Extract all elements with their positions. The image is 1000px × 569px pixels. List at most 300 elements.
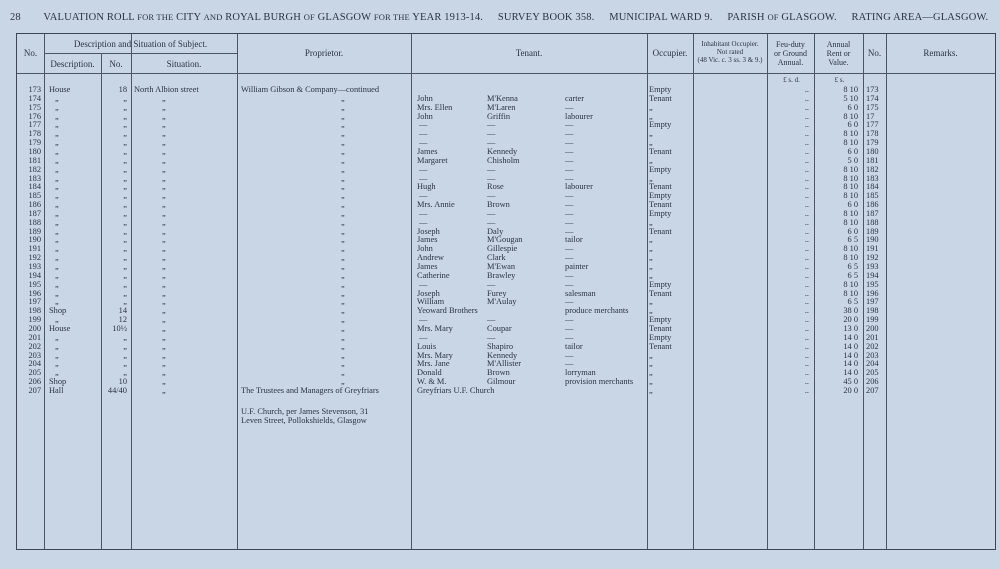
page-header — [10, 12, 990, 23]
cell-desc: „ — [55, 200, 59, 210]
cell-tf: — — [419, 120, 428, 130]
cell-occ: „ — [649, 377, 653, 387]
cell-sit: „ — [162, 129, 166, 139]
cell-desc: „ — [55, 279, 59, 289]
cell-ts: Brown — [487, 200, 510, 210]
cell-num: „ — [123, 288, 127, 298]
cell-tf: Hugh — [417, 182, 436, 192]
cell-feu: .. — [804, 173, 809, 183]
cell-num: „ — [123, 359, 127, 369]
cell-sit: „ — [162, 182, 166, 192]
cell-tf: Mrs. Annie — [417, 200, 455, 210]
cell-tt: tailor — [565, 235, 583, 245]
cell-desc: „ — [55, 182, 59, 192]
cell-tf: James — [417, 262, 438, 271]
title-part: OF — [303, 12, 315, 22]
cell-ts: — — [487, 332, 496, 342]
cell-num: „ — [123, 120, 127, 130]
cell-ts: Rose — [487, 182, 504, 192]
cell-no: 190 — [28, 235, 41, 245]
cell-feu: .. — [804, 217, 809, 227]
cell-prop: „ — [341, 200, 345, 210]
cell-prop: „ — [341, 341, 345, 351]
cell-feu: .. — [804, 120, 809, 130]
cell-tt: — — [565, 129, 574, 139]
cell-ts: Furey — [487, 288, 507, 298]
cell-occ: „ — [649, 155, 653, 165]
cell-sit: „ — [162, 200, 166, 210]
feu-line-3: Annual. — [777, 58, 804, 67]
cell-tf: — — [419, 138, 428, 148]
cell-tf: Donald — [417, 368, 442, 378]
cell-sit: „ — [162, 359, 166, 369]
cell-tt: — — [565, 270, 574, 280]
cell-occ: „ — [649, 253, 653, 263]
cell-desc: „ — [55, 102, 59, 112]
cell-sit: „ — [162, 226, 166, 236]
cell-prop: „ — [341, 120, 345, 130]
cell-sit: „ — [162, 93, 166, 103]
cell-no3: 174 — [866, 93, 879, 103]
cell-tt: — — [565, 200, 574, 210]
cell-num: „ — [123, 217, 127, 227]
cell-tt: — — [565, 120, 574, 130]
cell-prop: „ — [341, 235, 345, 245]
cell-tt: — — [565, 297, 574, 307]
cell-desc: „ — [55, 270, 59, 280]
cell-feu: .. — [804, 235, 809, 245]
cell-rent: 6 0 — [847, 102, 858, 112]
cell-prop: „ — [341, 191, 345, 201]
cell-tt: — — [565, 226, 574, 236]
cell-feu: .. — [804, 341, 809, 351]
cell-occ: Tenant — [649, 288, 672, 298]
cell-rent: 20 0 — [843, 385, 858, 395]
cell-no: 182 — [28, 164, 41, 174]
cell-sit: „ — [162, 385, 166, 395]
cell-sit: „ — [162, 279, 166, 289]
cell-prop: „ — [341, 217, 345, 227]
cell-occ: „ — [649, 173, 653, 183]
cell-no3: 187 — [866, 208, 879, 218]
cell-rent: 6 0 — [847, 200, 858, 210]
cell-rent: 8 10 — [843, 111, 858, 121]
cell-no: 188 — [28, 217, 41, 227]
cell-occ: Empty — [649, 315, 672, 325]
cell-tf: John — [417, 111, 433, 121]
cell-feu: .. — [804, 385, 809, 395]
cell-desc: „ — [55, 138, 59, 148]
cell-num: 14 — [118, 306, 127, 316]
cell-no: 201 — [28, 332, 41, 342]
cell-prop: „ — [341, 306, 345, 316]
cell-no: 184 — [28, 182, 41, 192]
cell-feu: .. — [804, 129, 809, 139]
cell-tf: — — [419, 191, 428, 201]
cell-desc: „ — [55, 93, 59, 103]
cell-sit: „ — [162, 323, 166, 333]
cell-sit: „ — [162, 120, 166, 130]
cell-ts: Daly — [487, 226, 504, 236]
cell-no3: 189 — [866, 226, 879, 236]
cell-tf: Andrew — [417, 253, 444, 263]
cell-prop: „ — [341, 368, 345, 378]
cell-ts: Griffin — [487, 111, 511, 121]
cell-desc: „ — [55, 315, 59, 325]
cell-desc: „ — [55, 262, 59, 271]
cell-tt: tailor — [565, 341, 583, 351]
cell-no3: 191 — [866, 244, 879, 254]
cell-ts: Clark — [487, 253, 506, 263]
cell-tt: — — [565, 208, 574, 218]
cell-no: 193 — [28, 262, 41, 271]
cell-ts: M'Aulay — [487, 297, 517, 307]
cell-tt: labourer — [565, 111, 593, 121]
cell-occ: Tenant — [649, 226, 672, 236]
cell-ts: M'Kenna — [487, 93, 518, 103]
cell-num: „ — [123, 350, 127, 360]
cell-ts: M'Laren — [487, 102, 516, 112]
cell-desc: „ — [55, 253, 59, 263]
cell-no: 207 — [28, 385, 41, 395]
cell-occ: Tenant — [649, 146, 672, 156]
cell-no: 195 — [28, 279, 41, 289]
feu-units: £ s. d. — [783, 76, 800, 84]
cell-tf: — — [419, 164, 428, 174]
proprietor-continuation-2: Leven Street, Pollokshields, Glasgow — [241, 416, 367, 425]
cell-no3: 183 — [866, 173, 879, 183]
cell-num: „ — [123, 244, 127, 254]
cell-occ: Empty — [649, 164, 672, 174]
cell-tf: James — [417, 146, 438, 156]
cell-tf: — — [419, 173, 428, 183]
cell-tt: carter — [565, 93, 585, 103]
cell-num: „ — [123, 102, 127, 112]
cell-sit: „ — [162, 315, 166, 325]
cell-ts: Gillespie — [487, 244, 518, 254]
cell-prop: „ — [341, 138, 345, 148]
cell-no: 198 — [28, 306, 41, 316]
cell-no: 176 — [28, 111, 41, 121]
cell-tt: — — [565, 102, 574, 112]
cell-no3: 178 — [866, 129, 879, 139]
cell-feu: .. — [804, 111, 809, 121]
cell-rent: 8 10 — [843, 129, 858, 139]
cell-sit: „ — [162, 155, 166, 165]
parish-of: OF — [767, 12, 779, 22]
cell-no: 189 — [28, 226, 41, 236]
cell-ts: M'Allister — [487, 359, 522, 369]
cell-rent: 20 0 — [843, 315, 858, 325]
cell-desc: „ — [55, 368, 59, 378]
cell-occ: „ — [649, 235, 653, 245]
title-part: YEAR 1913-14. — [412, 12, 484, 23]
cell-no: 175 — [28, 102, 41, 112]
cell-sit: „ — [162, 173, 166, 183]
cell-rent: 13 0 — [843, 323, 858, 333]
col-header-feu-duty — [767, 40, 814, 67]
cell-no: 192 — [28, 253, 41, 263]
cell-no: 183 — [28, 173, 41, 183]
cell-num: „ — [123, 270, 127, 280]
cell-rent: 8 10 — [843, 279, 858, 289]
cell-desc: „ — [55, 146, 59, 156]
cell-rent: 38 0 — [843, 306, 858, 316]
cell-desc: „ — [55, 244, 59, 254]
cell-tf: Margaret — [417, 155, 448, 165]
cell-rent: 45 0 — [843, 377, 858, 387]
cell-desc: „ — [55, 208, 59, 218]
title-part: AND — [203, 12, 223, 22]
cell-no3: 195 — [866, 279, 879, 289]
cell-desc: Shop — [49, 306, 67, 316]
cell-tt: — — [565, 350, 574, 360]
cell-tt: provision merchants — [565, 377, 634, 387]
cell-occ: „ — [649, 359, 653, 369]
cell-rent: 6 5 — [847, 235, 858, 245]
cell-ts: M'Gougan — [487, 235, 523, 245]
cell-rent: 8 10 — [843, 173, 858, 183]
col-header-no-right: No. — [867, 48, 882, 58]
cell-feu: .. — [804, 155, 809, 165]
cell-no3: 177 — [866, 120, 879, 130]
cell-prop: „ — [341, 279, 345, 289]
cell-tf: — — [419, 279, 428, 289]
cell-tf: — — [419, 217, 428, 227]
col-header-remarks: Remarks. — [923, 48, 958, 58]
cell-rent: 8 10 — [843, 208, 858, 218]
inhabitant-line-1: Inhabitant Occupier. — [701, 40, 759, 48]
cell-occ: Empty — [649, 85, 672, 94]
valuation-table — [16, 33, 996, 550]
cell-no3: 194 — [866, 270, 879, 280]
rent-units: £ s. — [834, 76, 845, 84]
cell-occ: „ — [649, 217, 653, 227]
cell-no3: 17 — [866, 111, 875, 121]
cell-feu: .. — [804, 226, 809, 236]
cell-no: 202 — [28, 341, 41, 351]
cell-prop: The Trustees and Managers of Greyfriars — [241, 385, 379, 395]
title-part: FOR THE — [373, 12, 410, 22]
cell-no3: 198 — [866, 306, 879, 316]
cell-tt: — — [565, 244, 574, 254]
page-number: 28 — [10, 12, 21, 23]
cell-tf: — — [419, 208, 428, 218]
cell-feu: .. — [804, 146, 809, 156]
cell-sit: „ — [162, 244, 166, 254]
cell-sit: „ — [162, 262, 166, 271]
cell-prop: „ — [341, 262, 345, 271]
cell-rent: 8 10 — [843, 182, 858, 192]
cell-no3: 196 — [866, 288, 879, 298]
cell-ts: — — [487, 208, 496, 218]
cell-occ: Tenant — [649, 341, 672, 351]
cell-feu: .. — [804, 208, 809, 218]
cell-rent: 5 10 — [843, 93, 858, 103]
title-part: GLASGOW — [317, 12, 372, 23]
cell-occ: Tenant — [649, 200, 672, 210]
cell-no: 194 — [28, 270, 41, 280]
cell-feu: .. — [804, 332, 809, 342]
title-part: ROYAL BURGH — [225, 12, 301, 23]
cell-no: 203 — [28, 350, 41, 360]
cell-desc: House — [49, 85, 71, 94]
title-part: VALUATION ROLL — [43, 12, 135, 23]
cell-prop: „ — [341, 182, 345, 192]
cell-ts: Brown — [487, 368, 510, 378]
cell-feu: .. — [804, 350, 809, 360]
title-part: CITY — [176, 12, 201, 23]
cell-no: 180 — [28, 146, 41, 156]
cell-desc: „ — [55, 288, 59, 298]
cell-rent: 5 0 — [847, 155, 858, 165]
cell-no: 206 — [28, 377, 41, 387]
cell-tf: James — [417, 235, 438, 245]
cell-tf: Louis — [417, 341, 437, 351]
cell-ts: — — [487, 217, 496, 227]
cell-sit: „ — [162, 306, 166, 316]
cell-num: „ — [123, 226, 127, 236]
cell-tt: — — [565, 217, 574, 227]
cell-sit: „ — [162, 253, 166, 263]
cell-tt: lorryman — [565, 368, 596, 378]
cell-no3: 173 — [866, 85, 879, 94]
cell-no: 187 — [28, 208, 41, 218]
cell-sit: „ — [162, 332, 166, 342]
cell-feu: .. — [804, 262, 809, 271]
inhabitant-line-3: (48 Vic. c. 3 ss. 3 & 9.) — [697, 56, 763, 64]
cell-no3: 179 — [866, 138, 879, 148]
survey-book: SURVEY BOOK 358. — [497, 12, 595, 23]
cell-no: 177 — [28, 120, 41, 130]
cell-prop: „ — [341, 270, 345, 280]
cell-feu: .. — [804, 279, 809, 289]
cell-rent: 6 0 — [847, 226, 858, 236]
cell-tt: — — [565, 173, 574, 183]
col-header-annual-rent — [814, 40, 863, 67]
rent-line-2: Rent or — [826, 49, 851, 58]
cell-ts: Chisholm — [487, 155, 520, 165]
cell-ts: — — [487, 173, 496, 183]
cell-no3: 186 — [866, 200, 879, 210]
cell-prop: „ — [341, 359, 345, 369]
cell-no3: 199 — [866, 315, 879, 325]
cell-occ: Tenant — [649, 93, 672, 103]
cell-rent: 6 5 — [847, 262, 858, 271]
cell-num: 44/40 — [107, 385, 127, 395]
cell-no3: 184 — [866, 182, 879, 192]
cell-occ: „ — [649, 385, 653, 395]
inhabitant-line-2: Not rated — [716, 48, 744, 56]
cell-tf: — — [419, 129, 428, 139]
cell-num: „ — [123, 93, 127, 103]
cell-prop: „ — [341, 102, 345, 112]
cell-no: 179 — [28, 138, 41, 148]
cell-rent: 8 10 — [843, 288, 858, 298]
cell-no3: 197 — [866, 297, 879, 307]
cell-tf: — — [419, 332, 428, 342]
cell-ts: Kennedy — [487, 146, 518, 156]
cell-occ: Empty — [649, 191, 672, 201]
cell-sit: „ — [162, 350, 166, 360]
cell-num: „ — [123, 253, 127, 263]
title-part: FOR THE — [137, 12, 174, 22]
cell-num: „ — [123, 279, 127, 289]
cell-rent: 8 10 — [843, 85, 858, 94]
cell-num: 10½ — [112, 323, 127, 333]
cell-num: „ — [123, 208, 127, 218]
cell-num: „ — [123, 368, 127, 378]
cell-num: 12 — [118, 315, 127, 325]
cell-tt: — — [565, 332, 574, 342]
cell-feu: .. — [804, 244, 809, 254]
cell-prop: „ — [341, 226, 345, 236]
cell-num: „ — [123, 235, 127, 245]
cell-no: 199 — [28, 315, 41, 325]
cell-prop: „ — [341, 155, 345, 165]
cell-feu: .. — [804, 191, 809, 201]
cell-prop: „ — [341, 173, 345, 183]
cell-ts: — — [487, 164, 496, 174]
proprietor-continuation-1: U.F. Church, per James Stevenson, 31 — [241, 407, 369, 416]
cell-ts: Shapiro — [487, 341, 514, 351]
cell-tt: — — [565, 164, 574, 174]
cell-tt: — — [565, 359, 574, 369]
col-header-tenant: Tenant. — [515, 48, 543, 58]
cell-tt: painter — [565, 262, 589, 271]
cell-ts: Kennedy — [487, 350, 518, 360]
cell-num: 18 — [118, 85, 127, 94]
cell-desc: „ — [55, 164, 59, 174]
cell-ts: — — [487, 315, 496, 325]
cell-tf: Mrs. Ellen — [417, 102, 453, 112]
cell-tt: — — [565, 146, 574, 156]
col-header-number: No. — [109, 59, 123, 69]
parish-name: GLASGOW. — [781, 12, 837, 23]
cell-tt: produce merchants — [565, 306, 629, 316]
cell-occ: „ — [649, 368, 653, 378]
cell-no: 173 — [28, 85, 41, 94]
cell-rent: 6 0 — [847, 146, 858, 156]
cell-rent: 8 10 — [843, 217, 858, 227]
cell-tf: John — [417, 93, 433, 103]
cell-tt: labourer — [565, 182, 593, 192]
cell-occ: Empty — [649, 279, 672, 289]
col-header-situation: Situation. — [166, 59, 202, 69]
cell-sit: „ — [162, 368, 166, 378]
cell-tf: Joseph — [417, 226, 440, 236]
cell-rent: 8 10 — [843, 253, 858, 263]
feu-line-1: Feu-duty — [776, 40, 805, 49]
cell-prop: „ — [341, 288, 345, 298]
col-header-description-group: Description and Situation of Subject. — [73, 39, 208, 49]
cell-occ: Tenant — [649, 182, 672, 192]
cell-sit: „ — [162, 111, 166, 121]
cell-rent: 8 10 — [843, 164, 858, 174]
cell-num: „ — [123, 155, 127, 165]
cell-prop: „ — [341, 377, 345, 387]
cell-prop: „ — [341, 350, 345, 360]
cell-rent: 6 0 — [847, 120, 858, 130]
cell-ts: — — [487, 120, 496, 130]
cell-sit: „ — [162, 102, 166, 112]
cell-desc: „ — [55, 217, 59, 227]
cell-no: 197 — [28, 297, 41, 307]
cell-occ: „ — [649, 138, 653, 148]
cell-num: „ — [123, 200, 127, 210]
cell-sit: „ — [162, 297, 166, 307]
col-header-proprietor: Proprietor. — [304, 48, 344, 58]
